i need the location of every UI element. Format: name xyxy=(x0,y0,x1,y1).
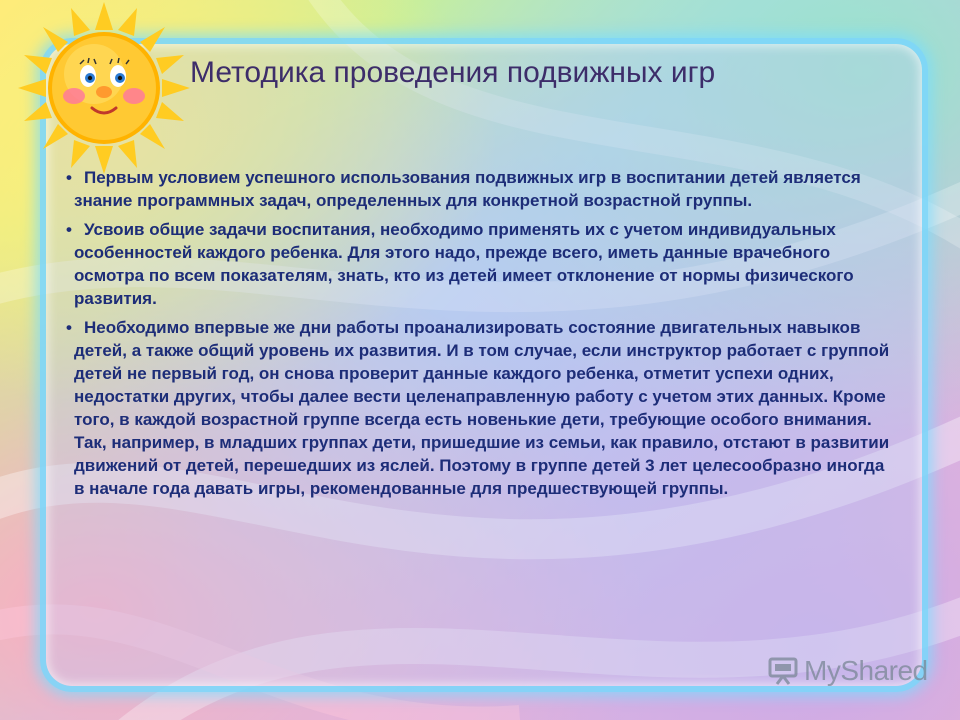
slide-title: Методика проведения подвижных игр xyxy=(190,56,716,89)
bullet-marker: • xyxy=(66,318,72,337)
watermark-brand: MyShared xyxy=(804,655,928,686)
watermark-logo xyxy=(768,655,928,687)
list-item xyxy=(66,166,894,212)
list-item xyxy=(66,218,894,310)
list-item xyxy=(66,316,894,500)
bullet-text: Усвоив общие задачи воспитания, необходимо применять их с учетом индивидуальных особенностей каждого ребенка. Для этого надо, прежде всего, иметь данные врачебного осмотра по всем показателям, знать, кто из детей имеет отклонение от нормы физического развития. xyxy=(74,220,854,308)
bullet-text: Необходимо впервые же дни работы проанализировать состояние двигательных навыков детей, а также общий уровень их развития. И в том случае, если инструктор работает с группой детей не первый год, он снова проверит данные каждого ребенка, отметит успехи одних, недостатки других, чтобы далее вести целенаправленную работу с учетом этих данных. Кроме того, в каждой возрастной группе всегда есть новенькие дети, требующие особого внимания. Так, например, в младших группах дети, пришедшие из семьи, как правило, отстают в развитии движений от детей, перешедших из яслей. Поэтому в группе детей 3 лет целесообразно иногда в начале года давать игры, рекомендованные для предшествующей группы. xyxy=(74,318,890,498)
bullet-marker: • xyxy=(66,168,72,187)
bullet-marker: • xyxy=(66,220,72,239)
presentation-icon xyxy=(768,657,798,685)
bullet-list xyxy=(66,166,894,506)
bullet-text: Первым условием успешного использования подвижных игр в воспитании детей является знание программных задач, определенных для конкретной возрастной группы. xyxy=(74,168,861,210)
